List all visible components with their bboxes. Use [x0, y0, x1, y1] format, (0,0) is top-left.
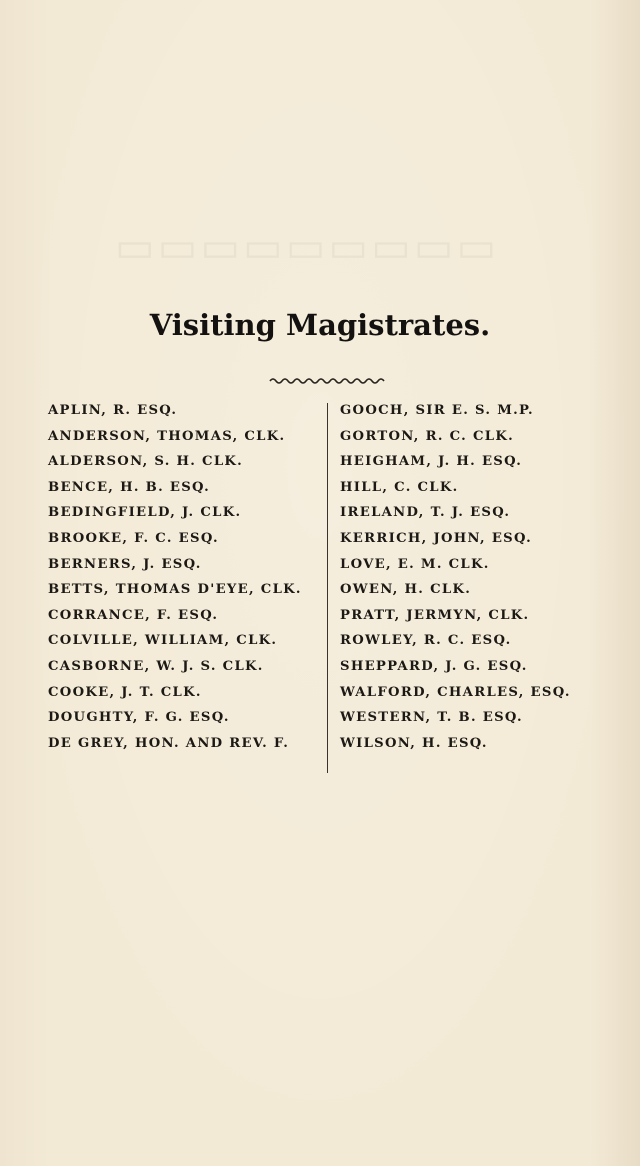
magistrate-entry: CORRANCE, F. ESQ. [48, 607, 219, 623]
magistrate-entry: BETTS, THOMAS D'EYE, CLK. [48, 582, 302, 598]
magistrate-entry: HILL, C. CLK. [340, 479, 459, 495]
show-through-text: ▭▭▭▭▭▭▭▭▭ [115, 225, 500, 271]
left-column [48, 398, 320, 756]
magistrate-entry: SHEPPARD, J. G. ESQ. [340, 658, 528, 674]
magistrate-entry: ANDERSON, THOMAS, CLK. [48, 428, 286, 444]
magistrate-entry: HEIGHAM, J. H. ESQ. [340, 454, 523, 470]
page-title: Visiting Magistrates. [149, 308, 491, 342]
magistrate-entry: LOVE, E. M. CLK. [340, 556, 490, 572]
column-divider [327, 403, 328, 773]
magistrate-entry: PRATT, JERMYN, CLK. [340, 607, 530, 623]
magistrate-entry: BEDINGFIELD, J. CLK. [48, 505, 242, 521]
magistrate-entry: ROWLEY, R. C. ESQ. [340, 633, 512, 649]
magistrate-entry: GORTON, R. C. CLK. [340, 428, 514, 444]
magistrate-entry: IRELAND, T. J. ESQ. [340, 505, 511, 521]
magistrate-entry: BROOKE, F. C. ESQ. [48, 530, 219, 546]
ornament-divider [268, 375, 388, 387]
magistrate-entry: CASBORNE, W. J. S. CLK. [48, 658, 264, 674]
magistrate-entry: OWEN, H. CLK. [340, 582, 472, 598]
magistrate-entry: APLIN, R. ESQ. [48, 403, 178, 418]
magistrate-entry: WESTERN, T. B. ESQ. [340, 710, 523, 726]
magistrate-entry: ALDERSON, S. H. CLK. [48, 454, 244, 470]
magistrate-entry: KERRICH, JOHN, ESQ. [340, 530, 533, 546]
magistrate-entry: COLVILLE, WILLIAM, CLK. [48, 633, 278, 649]
magistrate-entry: WALFORD, CHARLES, ESQ. [340, 684, 571, 700]
right-column [340, 398, 640, 756]
magistrate-entry: COOKE, J. T. CLK. [48, 684, 202, 700]
magistrate-entry: DE GREY, HON. AND REV. F. [48, 735, 290, 751]
magistrate-entry: GOOCH, SIR E. S. M.P. [340, 403, 534, 418]
magistrate-entry: WILSON, H. ESQ. [340, 735, 488, 751]
magistrate-entry: BERNERS, J. ESQ. [48, 556, 202, 572]
magistrate-entry: DOUGHTY, F. G. ESQ. [48, 710, 230, 726]
magistrate-entry: BENCE, H. B. ESQ. [48, 479, 211, 495]
